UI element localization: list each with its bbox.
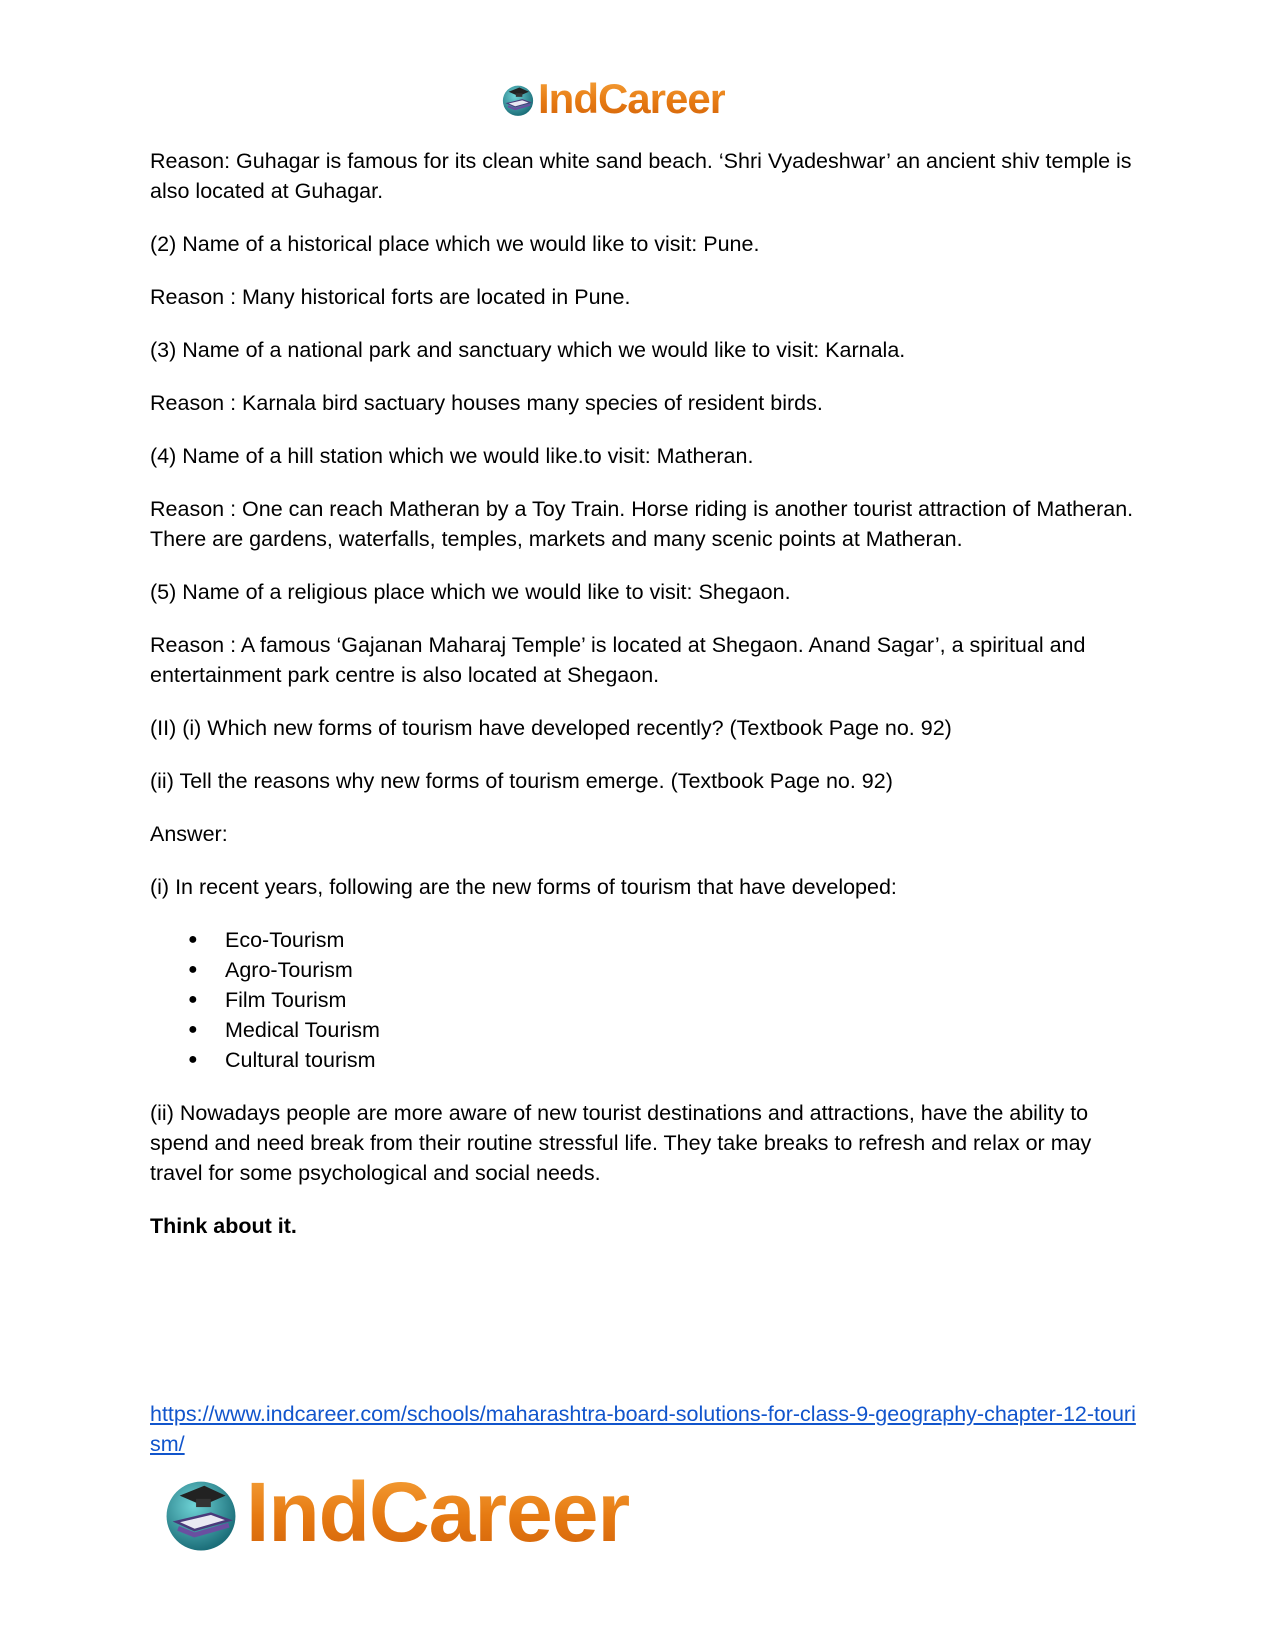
paragraph: (5) Name of a religious place which we would like to visit: Shegaon. — [150, 580, 791, 604]
answer-label: Answer: — [150, 822, 228, 846]
question-ii: (ii) Tell the reasons why new forms of tourism emerge. (Textbook Page no. 92) — [150, 769, 893, 793]
question-i: (II) (i) Which new forms of tourism have developed recently? (Textbook Page no. 92) — [150, 716, 952, 740]
paragraph: (3) Name of a national park and sanctuary which we would like to visit: Karnala. — [150, 338, 906, 362]
header-logo — [500, 75, 726, 122]
list-item: ● Cultural tourism — [150, 1045, 1135, 1075]
answer-i-intro: (i) In recent years, following are the new forms of tourism that have developed: — [150, 875, 897, 899]
list-item: ● Eco-Tourism — [150, 925, 1135, 955]
page-content — [150, 146, 1135, 1264]
paragraph: Reason : One can reach Matheran by a Toy Train. Horse riding is another tourist attraction of Matheran. There are gardens, waterfalls, temples, markets and many scenic points at Matheran. — [150, 497, 1134, 551]
globe-book-icon — [500, 81, 536, 117]
footer-link[interactable]: https://www.indcareer.com/schools/maharashtra-board-solutions-for-class-9-geography-chapter-12-tourism/ — [150, 1402, 1136, 1456]
globe-book-icon — [160, 1471, 242, 1553]
tourism-forms-list — [150, 925, 1135, 1075]
list-item: ● Agro-Tourism — [150, 955, 1135, 985]
footer-logo — [160, 1465, 630, 1559]
brand-wordmark: IndCareer — [246, 1465, 630, 1559]
paragraph: Reason: Guhagar is famous for its clean white sand beach. ‘Shri Vyadeshwar’ an ancient shiv temple is also located at Guhagar. — [150, 149, 1132, 203]
answer-ii: (ii) Nowadays people are more aware of new tourist destinations and attractions, have the ability to spend and need break from their routine stressful life. They take breaks to refresh and relax or may travel for some psychological and social needs. — [150, 1101, 1092, 1185]
brand-wordmark: IndCareer — [538, 75, 726, 122]
paragraph: (2) Name of a historical place which we would like to visit: Pune. — [150, 232, 760, 256]
paragraph: Reason : Karnala bird sactuary houses many species of resident birds. — [150, 391, 823, 415]
think-heading: Think about it. — [150, 1214, 297, 1238]
paragraph: Reason : A famous ‘Gajanan Maharaj Temple’ is located at Shegaon. Anand Sagar’, a spiritual and entertainment park centre is also located at Shegaon. — [150, 633, 1086, 687]
list-item: ● Film Tourism — [150, 985, 1135, 1015]
paragraph: (4) Name of a hill station which we would like.to visit: Matheran. — [150, 444, 754, 468]
paragraph: Reason : Many historical forts are located in Pune. — [150, 285, 631, 309]
list-item: ● Medical Tourism — [150, 1015, 1135, 1045]
